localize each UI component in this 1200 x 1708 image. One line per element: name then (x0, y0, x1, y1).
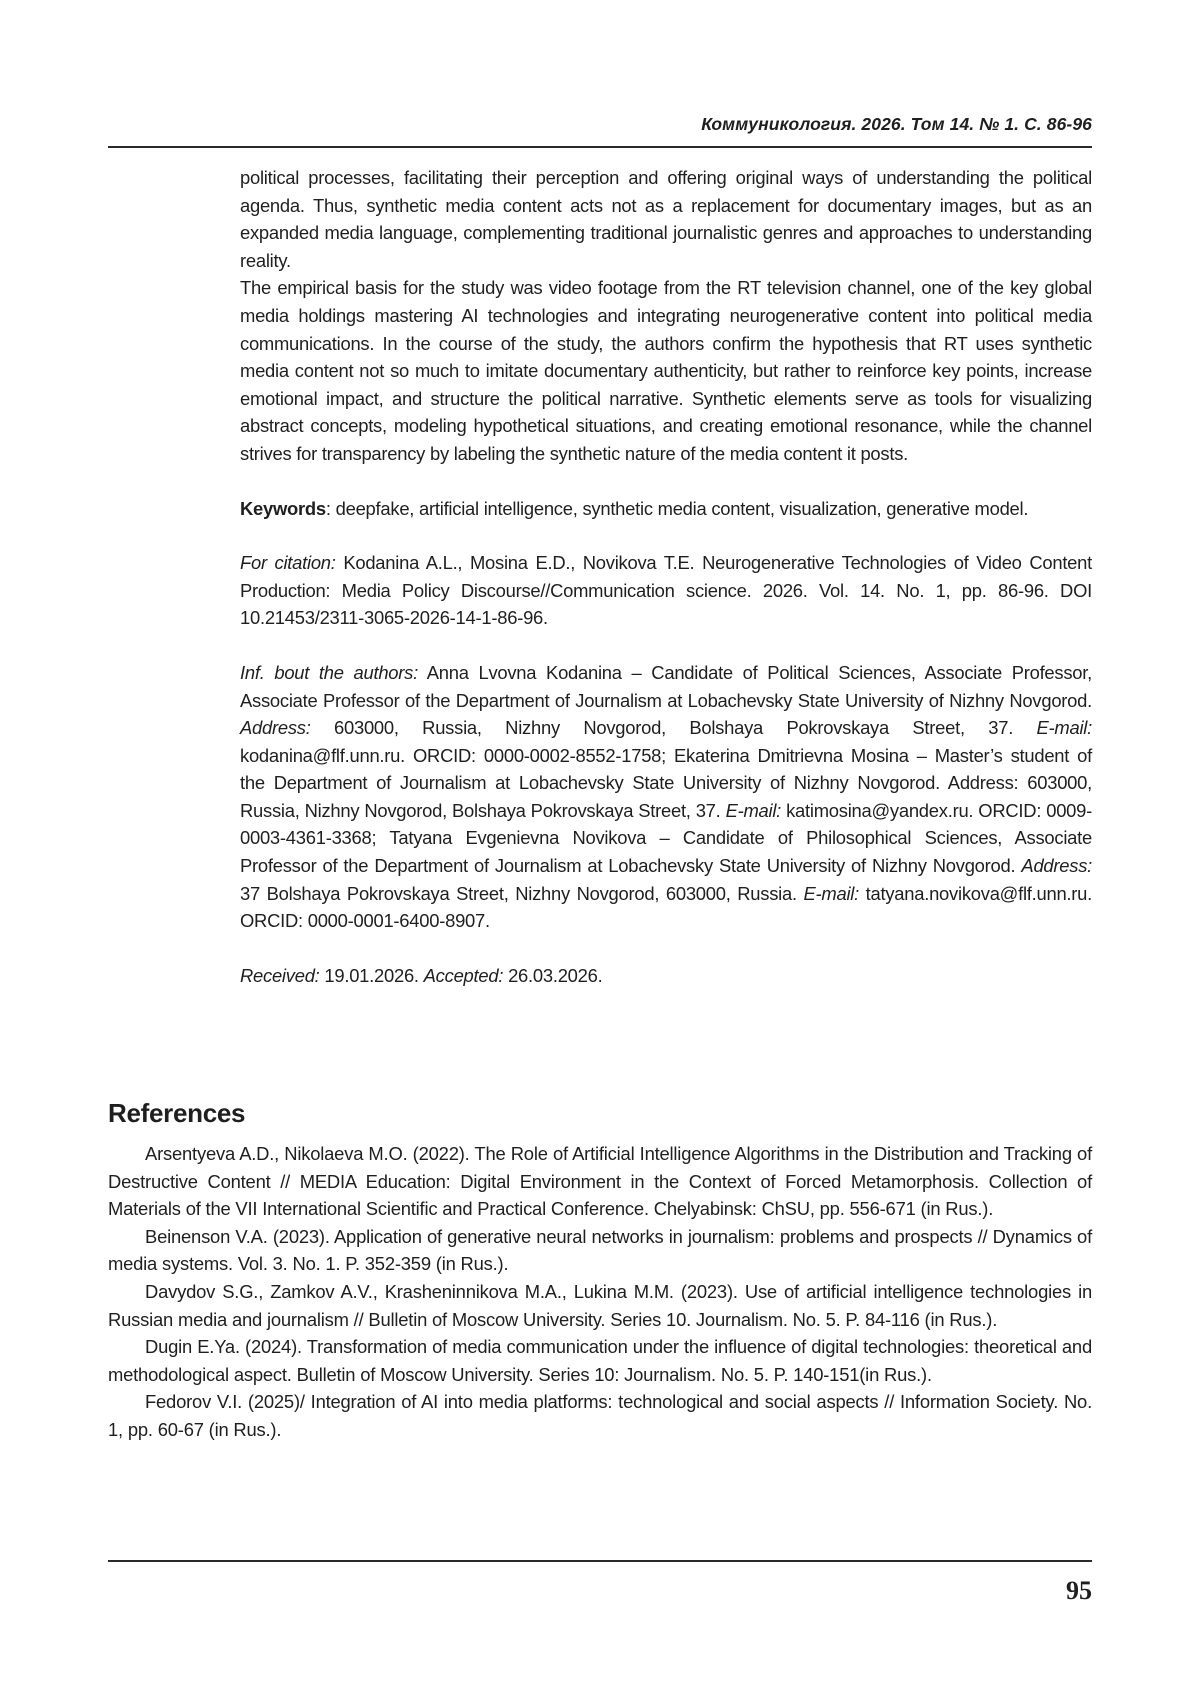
email-label: E-mail: (1036, 717, 1092, 739)
address-label: Address: (1021, 855, 1092, 877)
keywords (240, 495, 1092, 523)
address-label: Address: (240, 717, 311, 739)
author-info-label: Inf. bout the authors: (240, 661, 418, 683)
abstract-continuation: political processes, facilitating their perception and offering original ways of understanding the political agenda. Thus, synthetic media content acts not as a replacement for documentary images, but as an expanded media language, complementing traditional journalistic genres and approaches to understanding reality. (240, 167, 1092, 271)
abstract-block (240, 164, 1092, 989)
accepted-date: 26.03.2026. (503, 964, 603, 986)
accepted-label: Accepted: (423, 964, 504, 986)
page-number: 95 (1066, 1576, 1092, 1605)
footer-divider (108, 1560, 1092, 1562)
author-info-text: tatyana.novikova@flf.unn.ru. ORCID: 0000-0001-6400-8907. (240, 882, 1093, 932)
reference-item: Davydov S.G., Zamkov A.V., Krasheninnikova M.A., Lukina M.M. (2023). Use of artificial intelligence technologies in Russian media and journalism // Bulletin of Moscow University. Series 10. Journalism. No. 5. P. 84-116 (in Rus.). (108, 1280, 1092, 1330)
reference-item: Arsentyeva A.D., Nikolaeva M.O. (2022). The Role of Artificial Intelligence Algorithms in the Distribution and Tracking of Destructive Content // MEDIA Education: Digital Environment in the Context of Forced Metamorphosis. Collection of Materials of the VII International Scientific and Practical Conference. Chelyabinsk: ChSU, pp. 556-671 (in Rus.). (108, 1143, 1092, 1220)
reference-item: Beinenson V.A. (2023). Application of generative neural networks in journalism: problems and prospects // Dynamics of media systems. Vol. 3. No. 1. P. 352-359 (in Rus.). (108, 1225, 1092, 1275)
received-date: 19.01.2026. (319, 964, 424, 986)
author-info-text: 37 Bolshaya Pokrovskaya Street, Nizhny Novgorod, 603000, Russia. (240, 882, 804, 904)
reference-item: Dugin E.Ya. (2024). Transformation of media communication under the influence of digital technologies: theoretical and methodological aspect. Bulletin of Moscow University. Series 10: Journalism. No. 5. P. 140-151(in Rus.). (108, 1336, 1092, 1385)
author-info-text: katimosina@yandex.ru. ORCID: 0009-0003-4361-3368; Tatyana Evgenievna Novikova – Candidate of Philosophical Sciences, Associate Professor of the Department of Journalism at Lobachevsky State University of Nizhny Novgorod. (240, 799, 1093, 877)
abstract-empirical-basis: The empirical basis for the study was video footage from the RT television channel, one of the key global media holdings mastering AI technologies and integrating neurogenerative content into political media communications. In the course of the study, the authors confirm the hypothesis that RT uses synthetic media content not so much to imitate documentary authenticity, but rather to reinforce key points, increase emotional impact, and structure the political narrative. Synthetic elements serve as tools for visualizing abstract concepts, modeling hypothetical situations, and creating emotional resonance, while the channel strives for transparency by labeling the synthetic nature of the media content it posts. (240, 277, 1092, 464)
references-list (108, 1140, 1092, 1444)
journal-citation-header: Коммуникология. 2026. Том 14. № 1. С. 86-96 (701, 114, 1092, 134)
citation (240, 549, 1092, 632)
author-info-text: kodanina@flf.unn.ru. ORCID: 0000-0002-8552-1758; Ekaterina Dmitrievna Mosina – Master’s student of the Department of Journalism at Lobachevsky State University of Nizhny Novgorod. Address: 603000, Russia, Nizhny Novgorod, Bolshaya Pokrovskaya Street, 37. (240, 744, 1092, 821)
received-label: Received: (240, 964, 320, 986)
keywords-text: : deepfake, artificial intelligence, synthetic media content, visualization, generative model. (325, 497, 1029, 519)
email-label: E-mail: (803, 882, 859, 904)
received-accepted-dates (240, 962, 1092, 990)
citation-text: Kodanina A.L., Mosina E.D., Novikova T.E. Neurogenerative Technologies of Video Content Production: Media Policy Discourse//Communication science. 2026. Vol. 14. No. 1, pp. 86-96. DOI 10.21453/2311-3065-2026-14-1-86-96. (240, 552, 1093, 629)
citation-label: For citation: (240, 552, 336, 574)
email-label: E-mail: (725, 799, 782, 821)
reference-item: Fedorov V.I. (2025)/ Integration of AI into media platforms: technological and social aspects // Information Society. No. 1, pp. 60-67 (in Rus.). (108, 1391, 1092, 1440)
references-heading: References (108, 1098, 246, 1128)
keywords-label: Keywords (240, 497, 326, 519)
author-info-text: 603000, Russia, Nizhny Novgorod, Bolshaya Pokrovskaya Street, 37. (310, 717, 1037, 739)
author-info (240, 659, 1092, 935)
author-info-text: Anna Lvovna Kodanina – Candidate of Political Sciences, Associate Professor, Associate Professor of the Department of Journalism at Lobachevsky State University of Nizhny Novgorod. (240, 661, 1093, 711)
running-header (108, 114, 1092, 148)
